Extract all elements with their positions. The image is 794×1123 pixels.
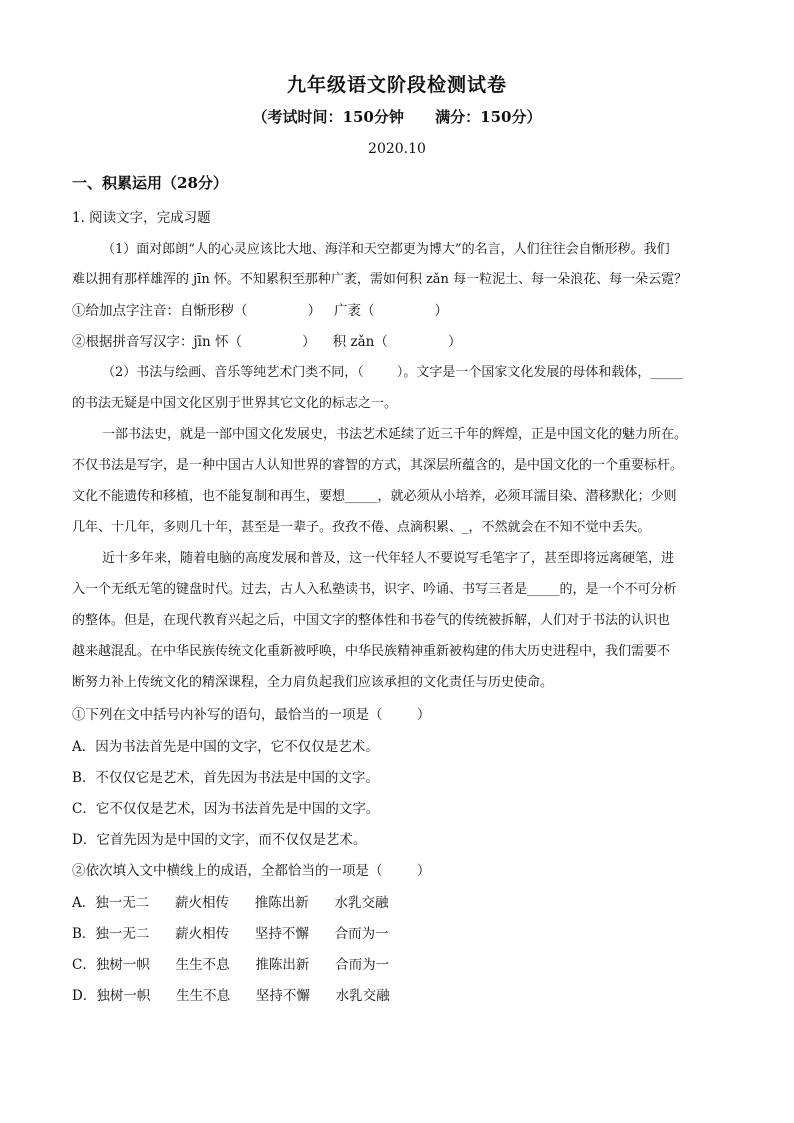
sub-question: ②依次填入文中横线上的成语，全都恰当的一项是（ ） [72,863,431,879]
exam-info: （考试时间：150分钟 满分：150分） [252,108,542,126]
exam-date: 2020.10 [368,141,426,157]
option-b: B．独一无二 薪火相传 坚持不懈 合而为一 [72,926,389,942]
option-d: D．独树一帜 生生不息 坚持不懈 水乳交融 [72,988,390,1004]
paragraph-line: 越来越混乱。在中华民族传统文化重新被呼唤，中华民族精神重新被构建的伟大历史进程中，我们需要不 [72,644,671,659]
question-title: 1. 阅读文字，完成习题 [72,210,211,226]
paragraph-line: 文化不能遗传和移植，也不能复制和再生，要想_____，就必须从小培养，必须耳濡目染、潜移默化；少则 [72,489,677,504]
paragraph-line: 入一个无纸无笔的键盘时代。过去，古人入私塾读书，识字、吟诵、书写三者是_____的，是一个不可分析 [72,582,677,597]
option-d: D．它首先因为是中国的文字，而不仅仅是艺术。 [72,832,367,848]
option-a: A．因为书法首先是中国的文字，它不仅仅是艺术。 [72,739,379,755]
paragraph-line: 断努力补上传统文化的精深课程，全力肩负起我们应该承担的文化责任与历史使命。 [72,675,554,690]
paragraph-line: 几年、十几年，多则几十年，甚至是一辈子。孜孜不倦、点滴积累、_，不然就会在不知不觉中丢失。 [72,520,651,535]
option-b: B．不仅仅它是艺术，首先因为书法是中国的文字。 [72,770,379,786]
paragraph-line: 的书法无疑是中国文化区别于世界其它文化的标志之一。 [72,396,398,411]
sub-question: ②根据拼音写汉字：jīn 怀（ ） 积 zǎn（ ） [72,334,462,350]
sub-question: ①下列在文中括号内补写的语句，最恰当的一项是（ ） [72,707,431,723]
sub-question: ①给加点字注音：自惭形秽（ ） 广袤（ ） [72,303,449,319]
paragraph-line: 不仅书法是写字，是一种中国古人认知世界的睿智的方式，其深层所蕴含的，是中国文化的一个重要标杆。 [72,458,684,473]
option-a: A．独一无二 薪火相传 推陈出新 水乳交融 [72,895,389,911]
option-c: C．它不仅仅是艺术，因为书法首先是中国的文字。 [72,801,380,817]
paragraph-line: 近十多年来，随着电脑的高度发展和普及，这一代年轻人不要说写毛笔字了，甚至即将远离硬笔，进 [102,551,675,566]
paragraph-line: （1）面对郎朗“人的心灵应该比大地、海洋和天空都更为博大”的名言，人们往往会自惭形秽。我们 [102,242,670,257]
section-heading: 一、积累运用（28分） [72,174,228,192]
paragraph-line: 一部书法史，就是一部中国文化发展史，书法艺术延续了近三千年的辉煌，正是中国文化的魅力所在。 [102,427,688,442]
option-c: C．独树一帜 生生不息 推陈出新 合而为一 [72,957,390,973]
paragraph-line: 难以拥有那样雄浑的 jīn 怀。不知累积至那种广袤，需如何积 zǎn 每一粒泥土、每一朵浪花、每一朵云霓？ [72,272,688,287]
page-title: 九年级语文阶段检测试卷 [286,74,507,96]
paragraph-line: 的整体。但是，在现代教育兴起之后，中国文字的整体性和书卷气的传统被拆解，人们对于书法的认识也 [72,613,671,628]
paragraph-line: （2）书法与绘画、音乐等纯艺术门类不同，（ ）。文字是一个国家文化发展的母体和载体，_____ [102,365,683,380]
